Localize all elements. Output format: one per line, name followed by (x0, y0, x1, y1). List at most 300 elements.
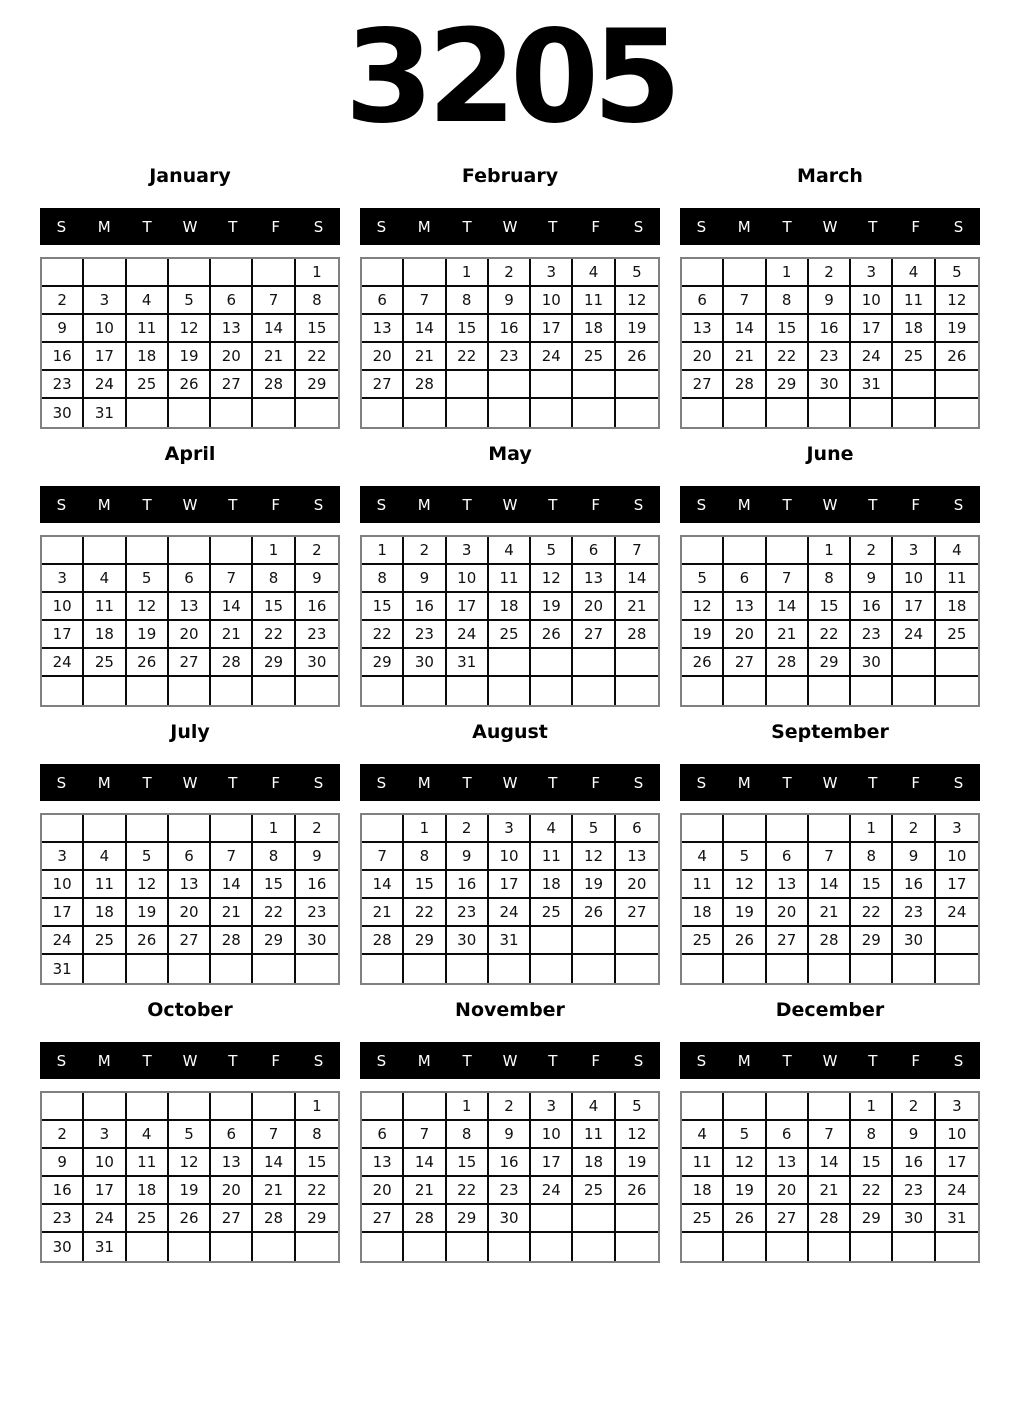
day-cell: 1 (809, 537, 851, 565)
day-cell: 1 (447, 1093, 489, 1121)
weekday-label: T (868, 217, 878, 236)
day-cell: 9 (893, 843, 935, 871)
day-cell: 10 (42, 593, 84, 621)
weekday-label: F (271, 773, 281, 792)
day-cell: 19 (936, 315, 978, 343)
day-cell: 21 (809, 1177, 851, 1205)
empty-cell (809, 815, 851, 843)
day-cell: 9 (809, 287, 851, 315)
weekday-header-row (360, 486, 660, 523)
day-cell: 7 (809, 1121, 851, 1149)
weekday-label: M (737, 1051, 751, 1070)
empty-cell (362, 399, 404, 427)
day-cell: 4 (531, 815, 573, 843)
day-cell: 17 (936, 871, 978, 899)
day-cell: 6 (211, 1121, 253, 1149)
day-cell: 10 (851, 287, 893, 315)
weekday-label: S (953, 495, 964, 514)
month-title: September (771, 721, 889, 743)
empty-cell (531, 649, 573, 677)
day-cell: 4 (573, 1093, 615, 1121)
weekday-label: M (417, 773, 431, 792)
day-cell: 29 (809, 649, 851, 677)
month-may (360, 441, 660, 707)
day-cell: 18 (573, 1149, 615, 1177)
day-cell: 19 (616, 315, 658, 343)
month-title: March (797, 165, 863, 187)
day-cell: 6 (169, 565, 211, 593)
weekday-label: S (696, 495, 707, 514)
empty-cell (489, 955, 531, 983)
day-cell: 15 (809, 593, 851, 621)
day-cell: 9 (447, 843, 489, 871)
weekday-label: S (376, 773, 387, 792)
empty-cell (42, 815, 84, 843)
day-cell: 9 (296, 843, 338, 871)
weekday-label: T (548, 495, 558, 514)
day-cell: 15 (253, 593, 295, 621)
weekday-label: T (142, 217, 152, 236)
day-cell: 18 (893, 315, 935, 343)
day-cell: 31 (42, 955, 84, 983)
day-cell: 30 (296, 927, 338, 955)
empty-cell (767, 955, 809, 983)
month-september (680, 719, 980, 985)
empty-cell (531, 371, 573, 399)
day-cell: 27 (767, 927, 809, 955)
empty-cell (211, 399, 253, 427)
day-cell: 4 (682, 1121, 724, 1149)
weekday-header-row (40, 764, 340, 801)
day-cell: 18 (936, 593, 978, 621)
empty-cell (682, 677, 724, 705)
weekday-label: F (271, 495, 281, 514)
day-cell: 30 (489, 1205, 531, 1233)
day-cell: 17 (42, 899, 84, 927)
day-cell: 18 (127, 1177, 169, 1205)
empty-cell (531, 1205, 573, 1233)
day-cell: 31 (84, 399, 126, 427)
day-cell: 4 (573, 259, 615, 287)
day-cell: 15 (851, 871, 893, 899)
empty-cell (809, 399, 851, 427)
month-grid (360, 257, 660, 429)
day-cell: 24 (42, 649, 84, 677)
weekday-label: F (271, 1051, 281, 1070)
day-cell: 17 (936, 1149, 978, 1177)
weekday-label: S (56, 773, 67, 792)
day-cell: 3 (84, 1121, 126, 1149)
empty-cell (724, 1233, 766, 1261)
empty-cell (682, 399, 724, 427)
day-cell: 23 (404, 621, 446, 649)
day-cell: 6 (573, 537, 615, 565)
empty-cell (489, 399, 531, 427)
weekday-label: T (462, 1051, 472, 1070)
day-cell: 12 (531, 565, 573, 593)
empty-cell (447, 677, 489, 705)
weekday-label: T (868, 773, 878, 792)
day-cell: 8 (809, 565, 851, 593)
empty-cell (42, 259, 84, 287)
day-cell: 5 (724, 843, 766, 871)
day-cell: 27 (169, 649, 211, 677)
day-cell: 12 (682, 593, 724, 621)
day-cell: 31 (84, 1233, 126, 1261)
weekday-label: S (313, 217, 324, 236)
empty-cell (169, 677, 211, 705)
month-july (40, 719, 340, 985)
day-cell: 20 (767, 1177, 809, 1205)
day-cell: 10 (936, 1121, 978, 1149)
empty-cell (724, 1093, 766, 1121)
empty-cell (767, 1093, 809, 1121)
weekday-label: M (417, 495, 431, 514)
day-cell: 7 (362, 843, 404, 871)
day-cell: 7 (253, 287, 295, 315)
empty-cell (616, 399, 658, 427)
weekday-label: T (462, 495, 472, 514)
month-january (40, 163, 340, 429)
weekday-label: S (56, 217, 67, 236)
month-grid (680, 257, 980, 429)
day-cell: 3 (42, 565, 84, 593)
day-cell: 10 (531, 1121, 573, 1149)
day-cell: 27 (616, 899, 658, 927)
day-cell: 12 (127, 871, 169, 899)
day-cell: 8 (447, 1121, 489, 1149)
day-cell: 6 (724, 565, 766, 593)
day-cell: 21 (211, 899, 253, 927)
empty-cell (936, 399, 978, 427)
day-cell: 23 (893, 1177, 935, 1205)
empty-cell (84, 1093, 126, 1121)
day-cell: 14 (809, 1149, 851, 1177)
empty-cell (893, 649, 935, 677)
day-cell: 20 (169, 621, 211, 649)
empty-cell (724, 815, 766, 843)
day-cell: 17 (851, 315, 893, 343)
weekday-label: W (502, 495, 518, 514)
weekday-label: F (911, 773, 921, 792)
day-cell: 1 (253, 815, 295, 843)
empty-cell (809, 1233, 851, 1261)
day-cell: 2 (42, 1121, 84, 1149)
day-cell: 7 (404, 287, 446, 315)
empty-cell (296, 399, 338, 427)
day-cell: 20 (682, 343, 724, 371)
empty-cell (296, 955, 338, 983)
empty-cell (616, 677, 658, 705)
day-cell: 25 (127, 1205, 169, 1233)
month-title: February (461, 165, 559, 187)
day-cell: 13 (362, 1149, 404, 1177)
empty-cell (211, 537, 253, 565)
day-cell: 27 (211, 371, 253, 399)
empty-cell (253, 1233, 295, 1261)
day-cell: 19 (682, 621, 724, 649)
day-cell: 5 (682, 565, 724, 593)
day-cell: 10 (84, 315, 126, 343)
day-cell: 11 (84, 871, 126, 899)
weekday-label: S (633, 217, 644, 236)
weekday-label: W (182, 495, 198, 514)
day-cell: 22 (253, 621, 295, 649)
weekday-label: T (142, 495, 152, 514)
empty-cell (42, 537, 84, 565)
day-cell: 31 (936, 1205, 978, 1233)
weekday-label: F (591, 1051, 601, 1070)
day-cell: 9 (489, 1121, 531, 1149)
day-cell: 28 (616, 621, 658, 649)
day-cell: 15 (296, 1149, 338, 1177)
empty-cell (724, 259, 766, 287)
empty-cell (531, 1233, 573, 1261)
weekday-header-row (360, 1042, 660, 1079)
day-cell: 14 (724, 315, 766, 343)
day-cell: 2 (809, 259, 851, 287)
empty-cell (724, 955, 766, 983)
weekday-header-row (680, 486, 980, 523)
day-cell: 3 (84, 287, 126, 315)
day-cell: 16 (296, 871, 338, 899)
day-cell: 19 (724, 899, 766, 927)
day-cell: 12 (169, 1149, 211, 1177)
day-cell: 22 (404, 899, 446, 927)
day-cell: 28 (404, 1205, 446, 1233)
day-cell: 8 (767, 287, 809, 315)
empty-cell (253, 399, 295, 427)
day-cell: 18 (84, 899, 126, 927)
day-cell: 5 (724, 1121, 766, 1149)
weekday-label: T (462, 773, 472, 792)
day-cell: 1 (447, 259, 489, 287)
day-cell: 6 (211, 287, 253, 315)
day-cell: 6 (169, 843, 211, 871)
day-cell: 9 (489, 287, 531, 315)
day-cell: 9 (851, 565, 893, 593)
month-grid (360, 1091, 660, 1263)
empty-cell (84, 815, 126, 843)
day-cell: 24 (489, 899, 531, 927)
empty-cell (362, 1093, 404, 1121)
day-cell: 8 (296, 1121, 338, 1149)
day-cell: 13 (682, 315, 724, 343)
empty-cell (682, 955, 724, 983)
weekday-label: T (142, 773, 152, 792)
day-cell: 24 (851, 343, 893, 371)
day-cell: 27 (211, 1205, 253, 1233)
day-cell: 17 (84, 1177, 126, 1205)
day-cell: 17 (531, 1149, 573, 1177)
day-cell: 21 (767, 621, 809, 649)
day-cell: 16 (893, 871, 935, 899)
empty-cell (936, 649, 978, 677)
day-cell: 29 (296, 1205, 338, 1233)
day-cell: 24 (84, 371, 126, 399)
day-cell: 16 (489, 315, 531, 343)
day-cell: 26 (724, 927, 766, 955)
weekday-label: T (782, 217, 792, 236)
day-cell: 15 (404, 871, 446, 899)
month-october (40, 997, 340, 1263)
day-cell: 16 (851, 593, 893, 621)
day-cell: 3 (851, 259, 893, 287)
day-cell: 24 (84, 1205, 126, 1233)
day-cell: 30 (893, 1205, 935, 1233)
day-cell: 14 (253, 1149, 295, 1177)
day-cell: 17 (893, 593, 935, 621)
weekday-label: S (313, 1051, 324, 1070)
empty-cell (169, 815, 211, 843)
day-cell: 25 (682, 1205, 724, 1233)
day-cell: 28 (253, 1205, 295, 1233)
empty-cell (404, 259, 446, 287)
weekday-label: W (182, 773, 198, 792)
day-cell: 9 (42, 1149, 84, 1177)
weekday-label: S (953, 217, 964, 236)
empty-cell (127, 259, 169, 287)
day-cell: 31 (447, 649, 489, 677)
empty-cell (84, 537, 126, 565)
empty-cell (42, 677, 84, 705)
day-cell: 7 (809, 843, 851, 871)
empty-cell (531, 927, 573, 955)
day-cell: 30 (296, 649, 338, 677)
empty-cell (682, 259, 724, 287)
empty-cell (362, 677, 404, 705)
day-cell: 15 (767, 315, 809, 343)
day-cell: 24 (42, 927, 84, 955)
day-cell: 16 (447, 871, 489, 899)
day-cell: 23 (447, 899, 489, 927)
day-cell: 26 (616, 1177, 658, 1205)
day-cell: 13 (724, 593, 766, 621)
day-cell: 14 (616, 565, 658, 593)
day-cell: 25 (84, 649, 126, 677)
weekday-label: W (502, 1051, 518, 1070)
day-cell: 26 (127, 927, 169, 955)
day-cell: 23 (489, 343, 531, 371)
day-cell: 8 (447, 287, 489, 315)
day-cell: 5 (169, 1121, 211, 1149)
empty-cell (169, 955, 211, 983)
day-cell: 3 (936, 1093, 978, 1121)
day-cell: 14 (253, 315, 295, 343)
day-cell: 28 (767, 649, 809, 677)
day-cell: 27 (169, 927, 211, 955)
day-cell: 17 (84, 343, 126, 371)
month-april (40, 441, 340, 707)
day-cell: 10 (893, 565, 935, 593)
empty-cell (893, 677, 935, 705)
day-cell: 14 (809, 871, 851, 899)
day-cell: 9 (404, 565, 446, 593)
day-cell: 29 (404, 927, 446, 955)
day-cell: 2 (296, 815, 338, 843)
weekday-label: W (822, 773, 838, 792)
empty-cell (616, 649, 658, 677)
day-cell: 24 (936, 899, 978, 927)
day-cell: 6 (616, 815, 658, 843)
day-cell: 3 (893, 537, 935, 565)
empty-cell (127, 1233, 169, 1261)
empty-cell (893, 399, 935, 427)
day-cell: 20 (573, 593, 615, 621)
empty-cell (211, 955, 253, 983)
day-cell: 26 (682, 649, 724, 677)
day-cell: 18 (84, 621, 126, 649)
day-cell: 8 (851, 1121, 893, 1149)
empty-cell (851, 955, 893, 983)
day-cell: 23 (489, 1177, 531, 1205)
month-grid (680, 813, 980, 985)
day-cell: 13 (211, 1149, 253, 1177)
day-cell: 5 (169, 287, 211, 315)
day-cell: 6 (767, 1121, 809, 1149)
day-cell: 28 (211, 649, 253, 677)
day-cell: 1 (851, 815, 893, 843)
weekday-label: T (142, 1051, 152, 1070)
day-cell: 19 (127, 621, 169, 649)
day-cell: 22 (767, 343, 809, 371)
day-cell: 27 (767, 1205, 809, 1233)
empty-cell (851, 677, 893, 705)
day-cell: 24 (936, 1177, 978, 1205)
empty-cell (362, 955, 404, 983)
months-grid (40, 163, 980, 1263)
day-cell: 25 (84, 927, 126, 955)
weekday-label: S (696, 217, 707, 236)
day-cell: 25 (127, 371, 169, 399)
day-cell: 5 (616, 1093, 658, 1121)
day-cell: 19 (169, 343, 211, 371)
day-cell: 10 (84, 1149, 126, 1177)
month-grid (360, 813, 660, 985)
month-june (680, 441, 980, 707)
empty-cell (211, 677, 253, 705)
day-cell: 22 (296, 343, 338, 371)
empty-cell (724, 677, 766, 705)
empty-cell (616, 955, 658, 983)
day-cell: 22 (447, 343, 489, 371)
day-cell: 16 (404, 593, 446, 621)
day-cell: 20 (362, 1177, 404, 1205)
empty-cell (253, 259, 295, 287)
weekday-header-row (40, 1042, 340, 1079)
day-cell: 10 (42, 871, 84, 899)
empty-cell (616, 927, 658, 955)
day-cell: 6 (362, 1121, 404, 1149)
weekday-label: F (911, 1051, 921, 1070)
day-cell: 1 (296, 259, 338, 287)
day-cell: 9 (42, 315, 84, 343)
day-cell: 30 (404, 649, 446, 677)
day-cell: 12 (724, 871, 766, 899)
weekday-header-row (40, 208, 340, 245)
weekday-label: M (737, 217, 751, 236)
weekday-label: F (911, 495, 921, 514)
empty-cell (447, 1233, 489, 1261)
day-cell: 19 (169, 1177, 211, 1205)
month-march (680, 163, 980, 429)
day-cell: 29 (851, 927, 893, 955)
empty-cell (573, 927, 615, 955)
day-cell: 4 (893, 259, 935, 287)
weekday-label: S (313, 495, 324, 514)
day-cell: 24 (893, 621, 935, 649)
weekday-label: T (228, 1051, 238, 1070)
